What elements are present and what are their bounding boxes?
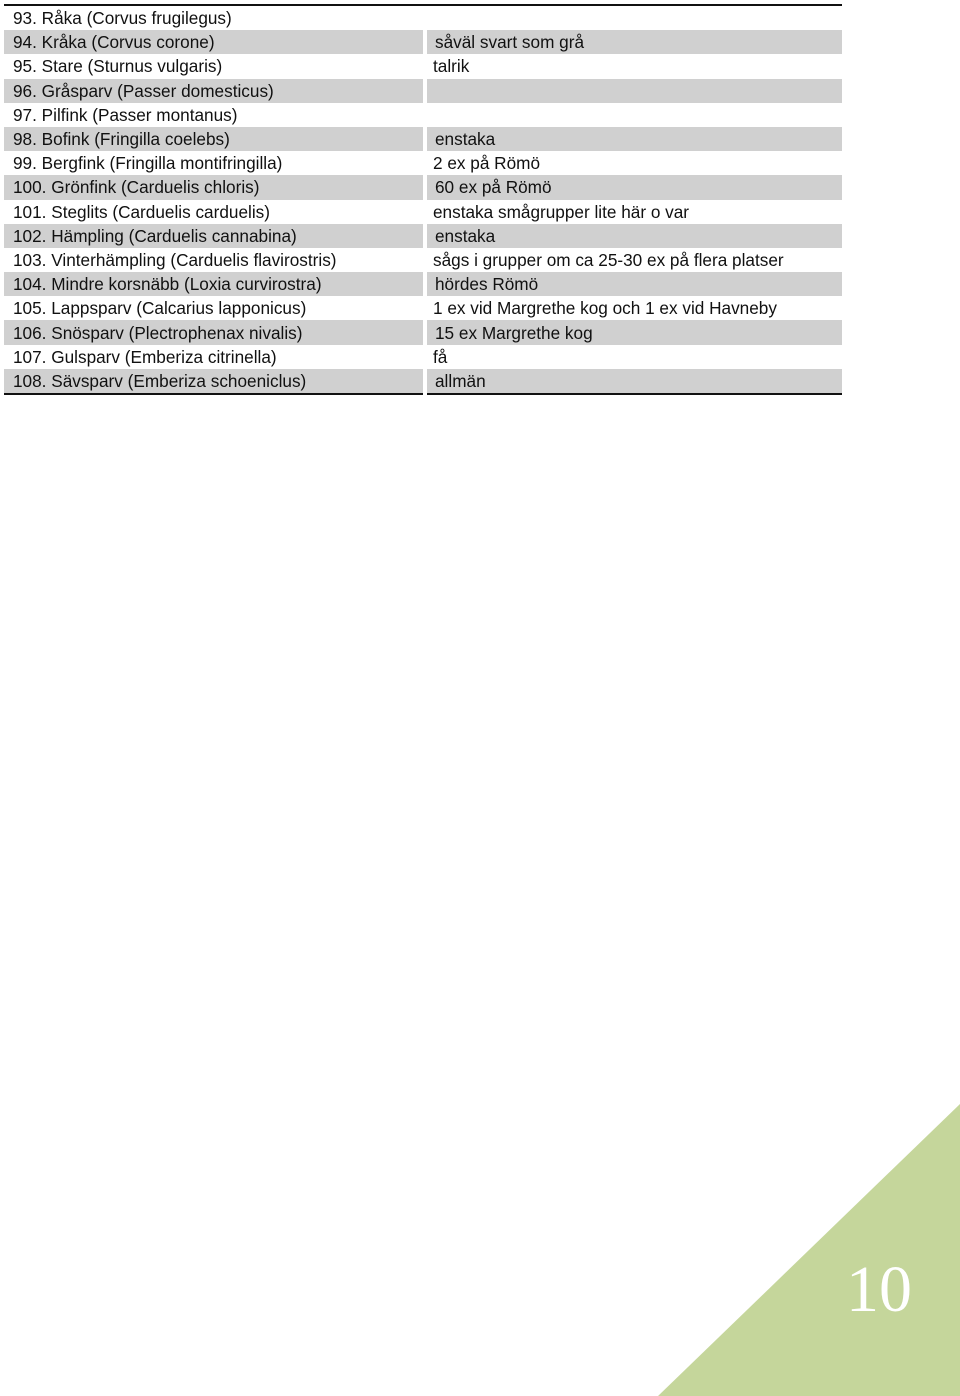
species-cell: 105. Lappsparv (Calcarius lapponicus) bbox=[13, 298, 307, 319]
note-cell: enstaka bbox=[425, 224, 842, 248]
note-cell: allmän bbox=[425, 369, 842, 394]
species-cell: 93. Råka (Corvus frugilegus) bbox=[13, 8, 232, 29]
table-row bbox=[4, 54, 842, 78]
table-row bbox=[4, 272, 842, 296]
table-row bbox=[4, 248, 842, 272]
note-cell: 15 ex Margrethe kog bbox=[425, 320, 842, 344]
note-cell: 60 ex på Römö bbox=[425, 175, 842, 199]
note-cell bbox=[425, 103, 842, 127]
note-cell: talrik bbox=[433, 56, 470, 77]
species-cell: 100. Grönfink (Carduelis chloris) bbox=[4, 175, 425, 199]
species-cell: 106. Snösparv (Plectrophenax nivalis) bbox=[4, 320, 425, 344]
table-row bbox=[4, 224, 842, 248]
species-cell: 95. Stare (Sturnus vulgaris) bbox=[13, 56, 223, 77]
note-cell: enstaka bbox=[425, 127, 842, 151]
species-cell: 108. Sävsparv (Emberiza schoeniclus) bbox=[4, 369, 425, 394]
table-row bbox=[4, 103, 842, 127]
table-row bbox=[4, 79, 842, 103]
species-cell: 103. Vinterhämpling (Carduelis flavirostris) bbox=[13, 249, 337, 270]
table-row bbox=[4, 200, 842, 224]
species-cell: 94. Kråka (Corvus corone) bbox=[4, 30, 425, 54]
species-cell: 102. Hämpling (Carduelis cannabina) bbox=[4, 224, 425, 248]
page-number: 10 bbox=[846, 1253, 912, 1326]
note-cell: sågs i grupper om ca 25-30 ex på flera platser bbox=[433, 249, 784, 270]
note-cell: enstaka smågrupper lite här o var bbox=[433, 201, 690, 222]
table-row bbox=[4, 175, 842, 199]
note-cell: såväl svart som grå bbox=[425, 30, 842, 54]
species-cell: 98. Bofink (Fringilla coelebs) bbox=[4, 127, 425, 151]
note-cell: hördes Römö bbox=[425, 272, 842, 296]
table-row bbox=[4, 5, 842, 30]
species-cell: 99. Bergfink (Fringilla montifringilla) bbox=[13, 153, 283, 174]
species-cell: 97. Pilfink (Passer montanus) bbox=[13, 104, 238, 125]
note-cell: 1 ex vid Margrethe kog och 1 ex vid Havneby bbox=[433, 298, 777, 319]
table-row bbox=[4, 127, 842, 151]
species-cell: 107. Gulsparv (Emberiza citrinella) bbox=[13, 346, 277, 367]
species-cell: 101. Steglits (Carduelis carduelis) bbox=[13, 201, 270, 222]
bird-species-table bbox=[4, 4, 842, 395]
note-cell: få bbox=[433, 346, 448, 367]
note-cell: 2 ex på Römö bbox=[433, 153, 541, 174]
table-row bbox=[4, 151, 842, 175]
note-cell bbox=[425, 5, 842, 30]
table-row bbox=[4, 369, 842, 394]
species-cell: 96. Gråsparv (Passer domesticus) bbox=[4, 79, 425, 103]
page-corner-triangle bbox=[658, 1104, 960, 1396]
table-row bbox=[4, 320, 842, 344]
species-cell: 104. Mindre korsnäbb (Loxia curvirostra) bbox=[4, 272, 425, 296]
note-cell bbox=[425, 79, 842, 103]
table-row bbox=[4, 296, 842, 320]
table-row bbox=[4, 345, 842, 369]
table-row bbox=[4, 30, 842, 54]
